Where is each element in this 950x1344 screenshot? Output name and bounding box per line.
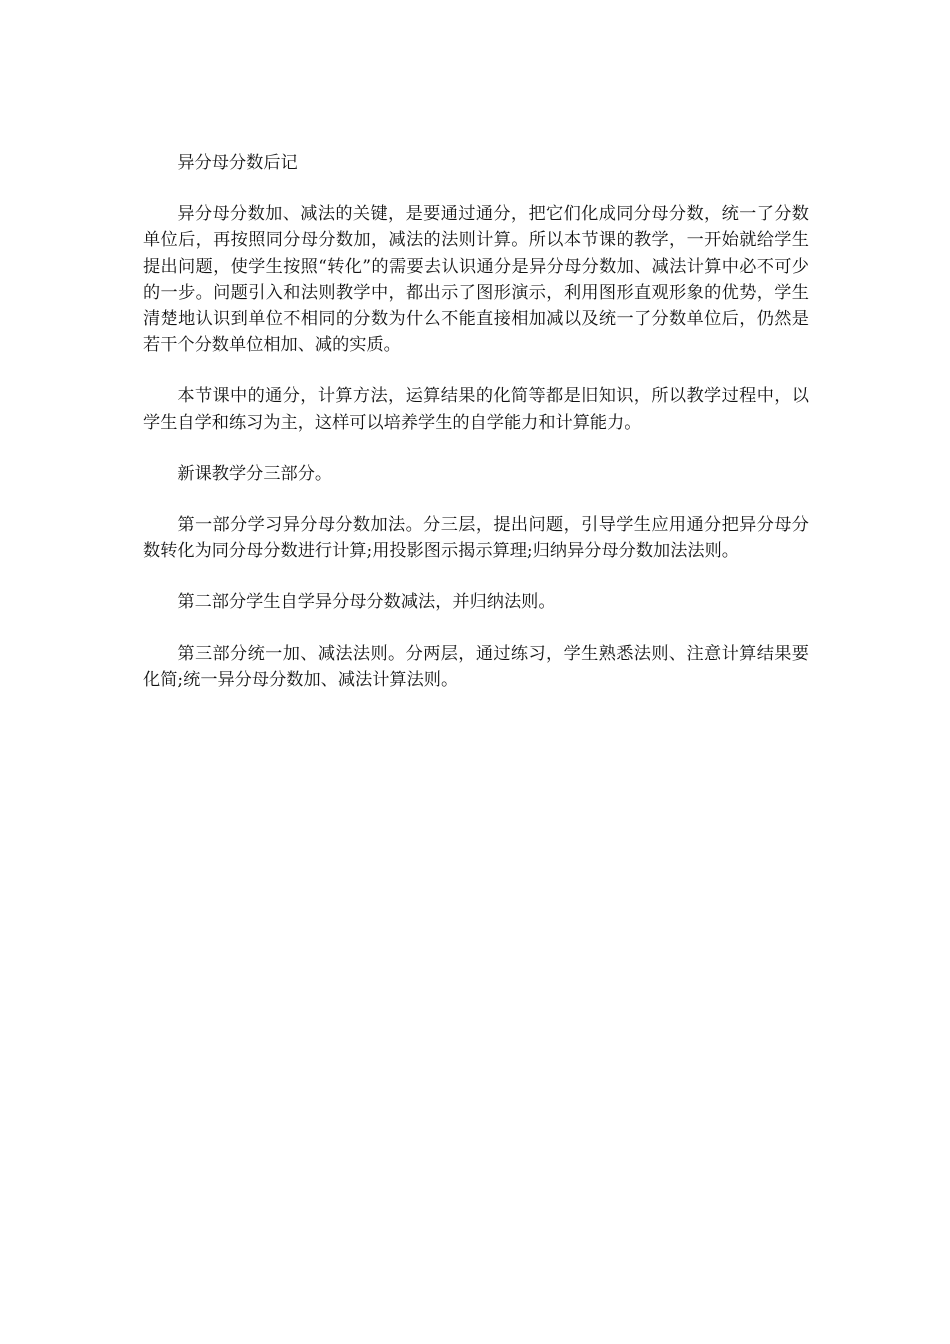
document-page (143, 150, 809, 693)
paragraph-key-of-addition-subtraction: 异分母分数加、减法的关键，是要通过通分，把它们化成同分母分数，统一了分数单位后，再按照同分母分数加，减法的法则计算。所以本节课的教学，一开始就给学生提出问题，使学生按照“转化”的需要去认识通分是异分母分数加、减法计算中必不可少的一步。问题引入和法则教学中，都出示了图形演示，利用图形直观形象的优势，学生清楚地认识到单位不相同的分数为什么不能直接相加减以及统一了分数单位后，仍然是若干个分数单位相加、减的实质。 (143, 204, 809, 356)
paragraph-review-knowledge: 本节课中的通分，计算方法，运算结果的化简等都是旧知识，所以教学过程中，以学生自学和练习为主，这样可以培养学生的自学能力和计算能力。 (143, 386, 809, 433)
paragraph-part-two: 第二部分学生自学异分母分数减法，并归纳法则。 (177, 592, 556, 613)
paragraph-part-three: 第三部分统一加、减法法则。分两层，通过练习，学生熟悉法则、注意计算结果要化简;统一异分母分数加、减法计算法则。 (143, 643, 809, 690)
document-title: 异分母分数后记 (177, 153, 298, 173)
paragraph-three-parts: 新课教学分三部分。 (177, 463, 333, 484)
paragraph-part-one: 第一部分学习异分母分数加法。分三层，提出问题，引导学生应用通分把异分母分数转化为同分母分数进行计算;用投影图示揭示算理;归纳异分母分数加法法则。 (143, 515, 809, 562)
